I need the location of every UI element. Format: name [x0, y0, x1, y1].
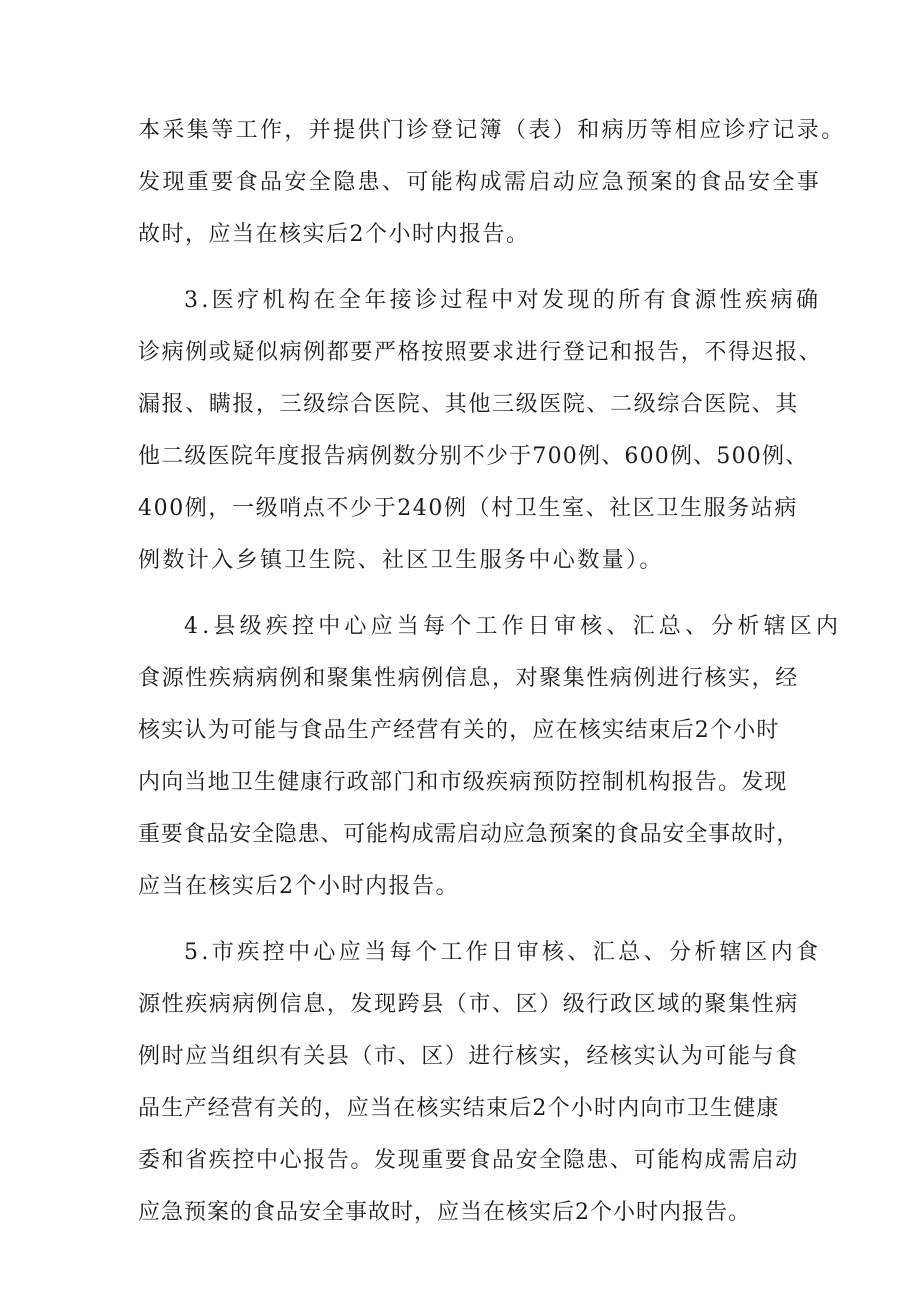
paragraph-line: 发现重要食品安全隐患、可能构成需启动应急预案的食品安全事 — [138, 170, 822, 195]
paragraph-line: 核实认为可能与食品生产经营有关的，应在核实结束后2个小时 — [138, 718, 780, 743]
paragraph-line: 例数计入乡镇卫生院、社区卫生服务中心数量）。 — [138, 548, 664, 573]
paragraph-line: 故时，应当在核实后2个小时内报告。 — [138, 222, 530, 247]
paragraph-line: 400例，一级哨点不少于240例（村卫生室、社区卫生服务站病 — [138, 496, 798, 521]
paragraph-line: 重要食品安全隐患、可能构成需启动应急预案的食品安全事故时， — [138, 822, 800, 847]
paragraph-line: 内向当地卫生健康行政部门和市级疾病预防控制机构报告。发现 — [138, 770, 788, 795]
paragraph-line: 3.医疗机构在全年接诊过程中对发现的所有食源性疾病确 — [184, 288, 822, 313]
paragraph-line: 诊病例或疑似病例都要严格按照要求进行登记和报告，不得迟报、 — [138, 340, 823, 365]
paragraph-line: 4.县级疾控中心应当每个工作日审核、汇总、分析辖区内 — [184, 614, 843, 639]
paragraph-line: 应急预案的食品安全事故时，应当在核实后2个小时内报告。 — [138, 1200, 751, 1225]
paragraph-line: 5.市疾控中心应当每个工作日审核、汇总、分析辖区内食 — [184, 940, 822, 965]
paragraph-line: 委和省疾控中心报告。发现重要食品安全隐患、可能构成需启动 — [138, 1148, 799, 1173]
paragraph-line: 漏报、瞒报，三级综合医院、其他三级医院、二级综合医院、其 — [138, 392, 799, 417]
paragraph-line: 本采集等工作，并提供门诊登记簿（表）和病历等相应诊疗记录。 — [138, 118, 846, 143]
paragraph-line: 他二级医院年度报告病例数分别不少于700例、600例、500例、 — [138, 444, 809, 469]
paragraph-line: 例时应当组织有关县（市、区）进行核实，经核实认为可能与食 — [138, 1044, 799, 1069]
paragraph-line: 品生产经营有关的，应当在核实结束后2个小时内向市卫生健康 — [138, 1096, 780, 1121]
paragraph-line: 源性疾病病例信息，发现跨县（市、区）级行政区域的聚集性病 — [138, 992, 799, 1017]
paragraph-line: 应当在核实后2个小时内报告。 — [138, 874, 459, 899]
paragraph-line: 食源性疾病病例和聚集性病例信息，对聚集性病例进行核实，经 — [138, 666, 799, 691]
